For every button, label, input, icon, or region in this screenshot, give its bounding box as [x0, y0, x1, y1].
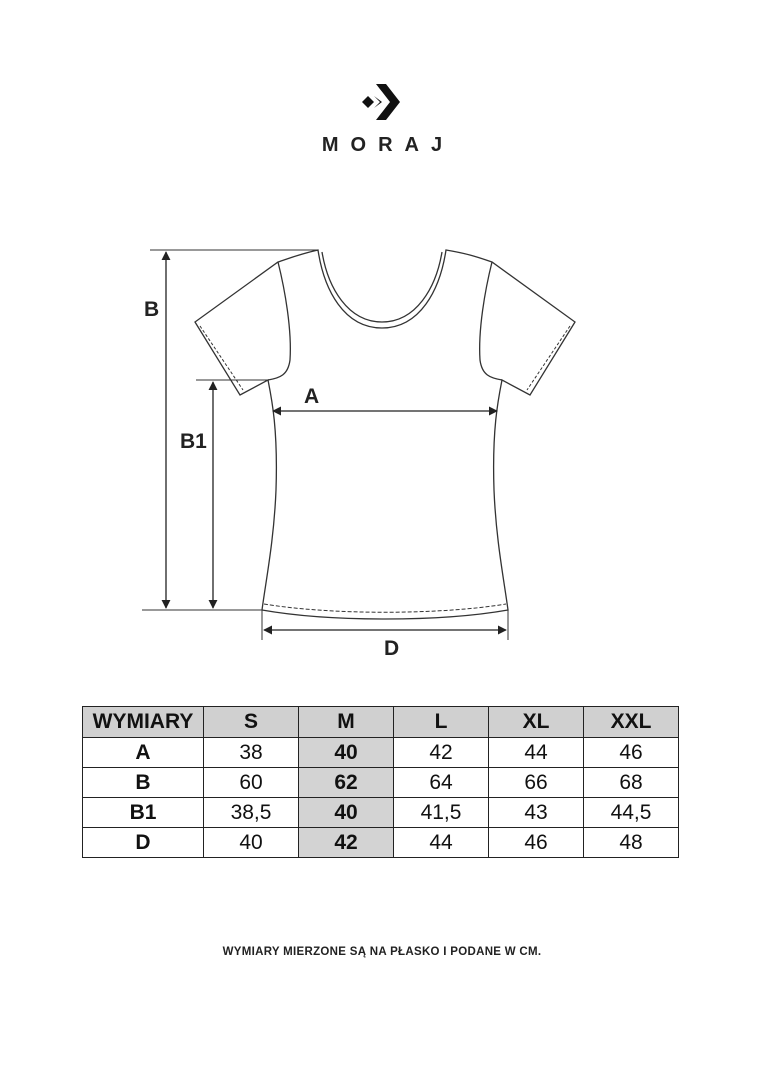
table-cell: 44 — [489, 738, 584, 768]
header-cell-xxl: XXL — [584, 707, 679, 738]
table-cell: 48 — [584, 828, 679, 858]
table-row — [83, 828, 679, 858]
header-cell-m: M — [299, 707, 394, 738]
table-row — [83, 798, 679, 828]
table-row — [83, 738, 679, 768]
chevron-arrow-logo-icon — [360, 80, 404, 124]
table-cell: 44,5 — [584, 798, 679, 828]
row-label: D — [83, 828, 204, 858]
tshirt-outline — [195, 250, 575, 619]
table-cell: 43 — [489, 798, 584, 828]
table-cell-highlighted: 40 — [299, 738, 394, 768]
header-cell-s: S — [204, 707, 299, 738]
table-cell-highlighted: 40 — [299, 798, 394, 828]
brand-logo — [0, 80, 764, 157]
table-cell: 66 — [489, 768, 584, 798]
table-cell: 38,5 — [204, 798, 299, 828]
dimension-b-label: B — [144, 298, 160, 321]
table-cell: 44 — [394, 828, 489, 858]
table-cell: 41,5 — [394, 798, 489, 828]
row-label: B1 — [83, 798, 204, 828]
header-cell-l: L — [394, 707, 489, 738]
row-label: B — [83, 768, 204, 798]
tshirt-measurement-diagram — [0, 230, 764, 660]
table-cell: 68 — [584, 768, 679, 798]
table-cell: 46 — [584, 738, 679, 768]
table-cell: 46 — [489, 828, 584, 858]
dimension-b1-label: B1 — [180, 430, 207, 453]
table-cell: 40 — [204, 828, 299, 858]
measurement-note: WYMIARY MIERZONE SĄ NA PŁASKO I PODANE W CM. — [222, 946, 542, 958]
row-label: A — [83, 738, 204, 768]
table-row — [83, 768, 679, 798]
table-cell: 38 — [204, 738, 299, 768]
table-cell: 64 — [394, 768, 489, 798]
table-cell: 42 — [394, 738, 489, 768]
table-header-row — [83, 707, 679, 738]
header-cell-xl: XL — [489, 707, 584, 738]
dimension-d-label: D — [384, 637, 400, 660]
table-cell-highlighted: 62 — [299, 768, 394, 798]
table-cell-highlighted: 42 — [299, 828, 394, 858]
size-chart-table — [82, 706, 679, 858]
table-cell: 60 — [204, 768, 299, 798]
header-cell-wymiary: WYMIARY — [83, 707, 204, 738]
brand-name: MORAJ — [321, 134, 455, 156]
dimension-a-label: A — [304, 385, 320, 408]
